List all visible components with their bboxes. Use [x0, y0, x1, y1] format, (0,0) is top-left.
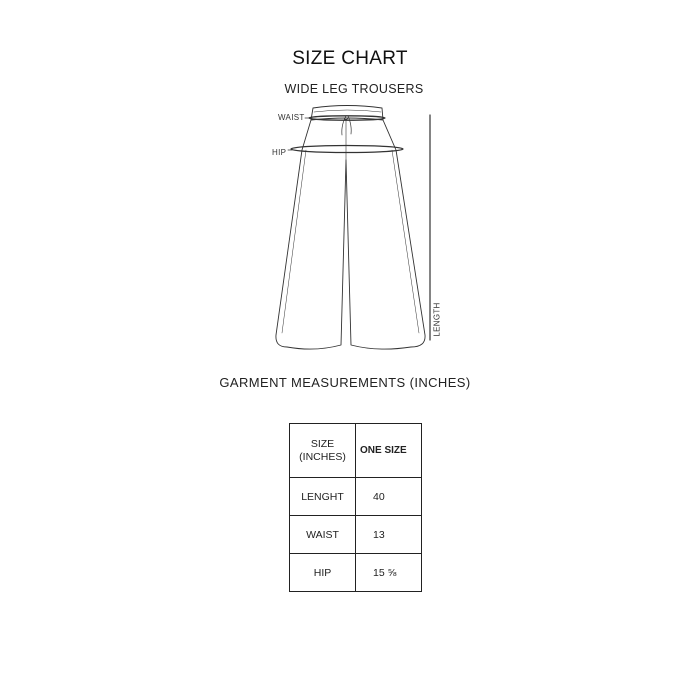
size-header-cell [290, 424, 356, 478]
table-header-row [290, 424, 422, 478]
page-title: SIZE CHART [292, 48, 408, 69]
measurement-value: 40 [356, 478, 422, 516]
trousers-outline [276, 120, 425, 349]
measurement-value: 13 [356, 516, 422, 554]
measurement-label: WAIST [290, 516, 356, 554]
waist-label: WAIST [278, 113, 305, 122]
one-size-header-cell: ONE SIZE [356, 424, 422, 478]
size-header-line2: (INCHES) [299, 450, 346, 463]
waistband-outline [311, 106, 383, 121]
table-row [290, 554, 422, 592]
measurement-value: 15 ⅝ [356, 554, 422, 592]
measurement-label: LENGHT [290, 478, 356, 516]
right-leg-seam [392, 150, 419, 333]
size-header-line1: SIZE [310, 437, 335, 450]
hip-measure-line [291, 146, 403, 153]
hip-label: HIP [272, 148, 287, 157]
length-label: LENGTH [432, 302, 442, 337]
drawstring [342, 116, 351, 135]
left-leg-seam [282, 150, 306, 333]
waistband-stitch [314, 110, 381, 112]
table-row [290, 478, 422, 516]
table-row [290, 516, 422, 554]
page-subtitle: WIDE LEG TROUSERS [284, 82, 424, 96]
measurement-label: HIP [290, 554, 356, 592]
measurements-table [289, 423, 422, 592]
measurements-title: GARMENT MEASUREMENTS (INCHES) [219, 375, 471, 390]
